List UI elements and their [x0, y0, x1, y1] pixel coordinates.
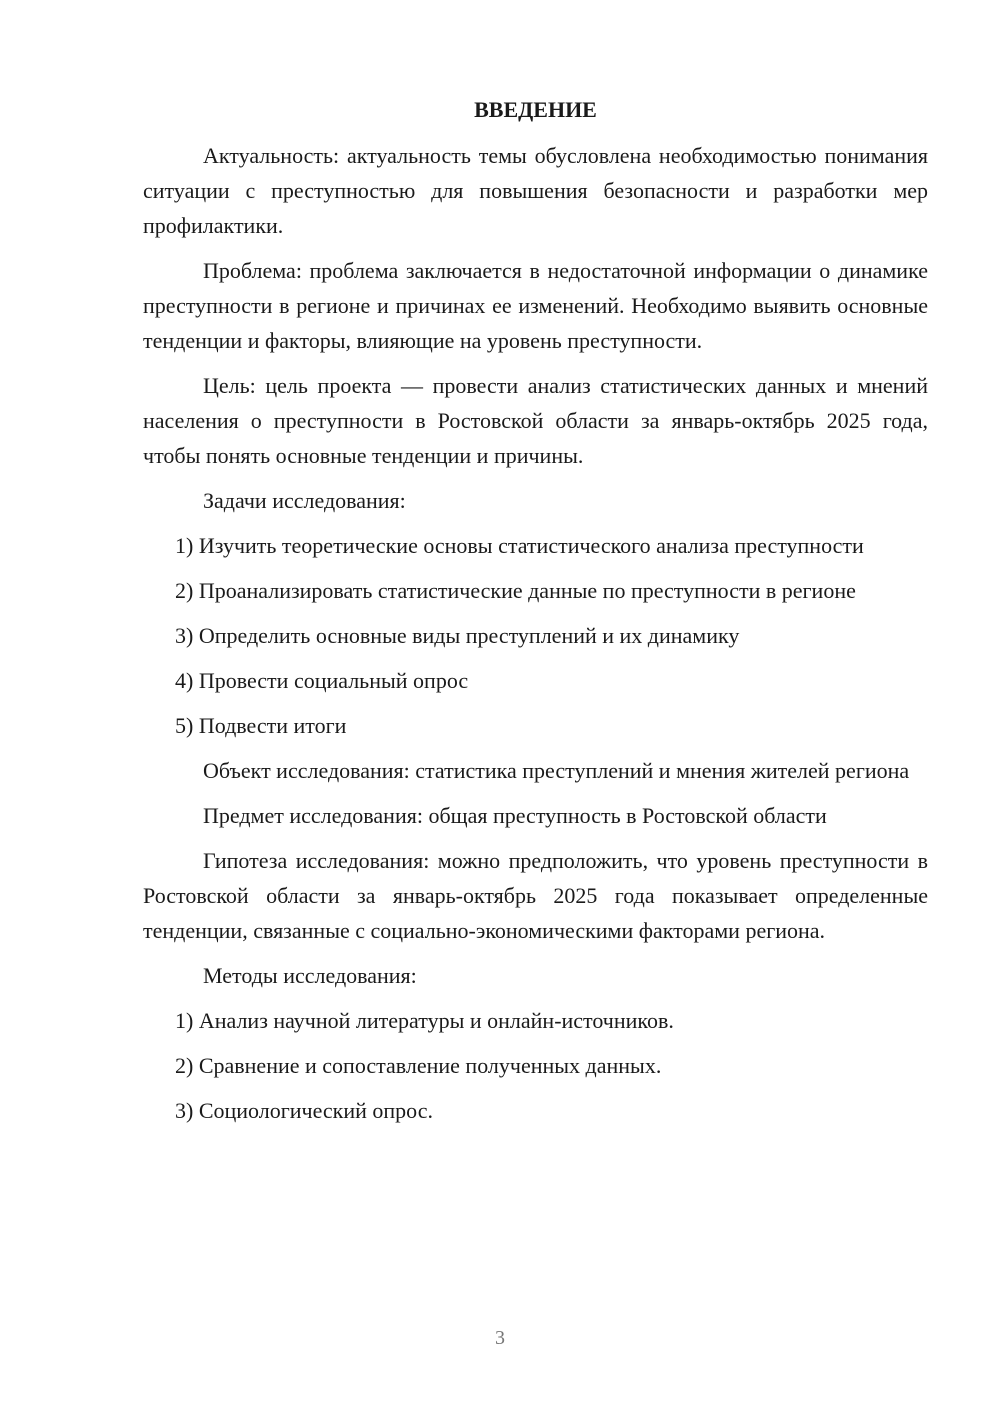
list-item-task-3: 3) Определить основные виды преступлений и их динамику [175, 623, 740, 648]
list-item-method-1: 1) Анализ научной литературы и онлайн-источников. [175, 1008, 674, 1033]
paragraph-tasks-heading: Задачи исследования: [203, 488, 406, 513]
page-number: 3 [495, 1327, 505, 1349]
paragraph-object: Объект исследования: статистика преступлений и мнения жителей региона [203, 758, 910, 783]
list-item-task-4: 4) Провести социальный опрос [175, 668, 469, 693]
list-item-method-2: 2) Сравнение и сопоставление полученных данных. [175, 1053, 662, 1078]
list-item-method-3: 3) Социологический опрос. [175, 1098, 433, 1123]
paragraph-hypothesis: Гипотеза исследования: можно предположить, что уровень преступности в Ростовской области за январь-октябрь 2025 года показывает определенные тенденции, связанные с социально-экономическими факторами региона. [143, 848, 928, 943]
section-title: ВВЕДЕНИЕ [474, 97, 597, 122]
paragraph-methods-heading: Методы исследования: [203, 963, 417, 988]
paragraph-problem: Проблема: проблема заключается в недостаточной информации о динамике преступности в регионе и причинах ее изменений. Необходимо выявить основные тенденции и факторы, влияющие на уровень преступности. [143, 258, 928, 353]
document-page [143, 92, 928, 1138]
paragraph-relevance: Актуальность: актуальность темы обусловлена необходимостью понимания ситуации с преступностью для повышения безопасности и разработки мер профилактики. [143, 143, 928, 238]
list-item-task-1: 1) Изучить теоретические основы статистического анализа преступности [175, 533, 864, 558]
paragraph-subject: Предмет исследования: общая преступность в Ростовской области [203, 803, 827, 828]
list-item-task-2: 2) Проанализировать статистические данные по преступности в регионе [175, 578, 856, 603]
paragraph-goal: Цель: цель проекта — провести анализ статистических данных и мнений населения о преступности в Ростовской области за январь-октябрь 2025 года, чтобы понять основные тенденции и причины. [143, 373, 928, 468]
list-item-task-5: 5) Подвести итоги [175, 713, 347, 738]
